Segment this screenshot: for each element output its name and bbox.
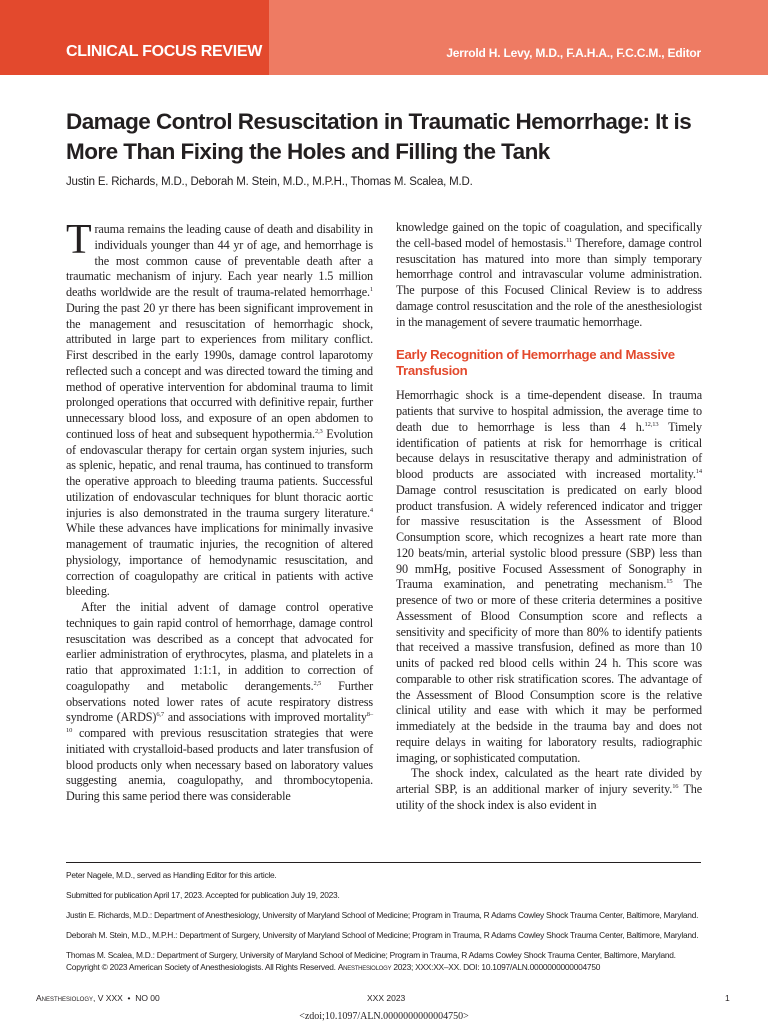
citation: 4 bbox=[369, 506, 373, 514]
affiliation-richards: Justin E. Richards, M.D.: Department of Anesthesiology, University of Maryland School of Medicine; Program in Trauma, R Adams Cowley Shock Trauma Center, Baltimore, Maryland. bbox=[66, 910, 699, 920]
citation: 15 bbox=[666, 578, 673, 586]
citation: 14 bbox=[695, 468, 702, 475]
section-label: CLINICAL FOCUS REVIEW bbox=[66, 43, 263, 60]
citation: 6,7 bbox=[156, 711, 165, 719]
article-authors: Justin E. Richards, M.D., Deborah M. Stein, M.D., M.P.H., Thomas M. Scalea, M.D. bbox=[66, 176, 473, 188]
section-tab bbox=[0, 0, 269, 75]
paragraph-purpose: knowledge gained on the topic of coagulation, and specifically the cell-based model of hemostasis.$^{11}$ Therefore, damage control resuscitation has matured into more than simply temporary hemorrhage control and intravascular volume administration. The purpose of this Focused Clinical Review is to address damage control resuscitation and the role of the anesthesiologist in the management of severe traumatic hemorrhage. bbox=[396, 220, 702, 329]
paragraph-intro: Trauma remains the leading cause of death and disability in individuals younger than 44 yr of age, and hemorrhage is the most common cause of preventable death after a traumatic mechanism of injury. Each year nearly 1.5 million deaths worldwide are the result of trauma-related hemorrhage.$^1$ During the past 20 yr there has been significant improvement in the management and resuscitation of hemorrhagic shock, attributed in large part to experiences from military conflict. First described in the early 1990s, damage control laparotomy reflected such a concept and was directed toward the timing and method of operative intervention for abdominal trauma to limit prolonged operations that occurred with definitive repair, further unnecessary blood loss, and exposure of an open abdomen to continued loss of heat and subsequent hypothermia.$^{2,3}$ Evolution of endovascular therapy for certain organ system injuries, such as splenic, hepatic, and renal trauma, has continued to transform the operative approach to bleeding trauma patients. Successful utilization of endovascular techniques for blunt thoracic aortic injuries is also demonstrated in the trauma surgery literature.$^4$ While these advances have implications for minimally invasive management of traumatic injuries, the recognition of altered physiology, importance of hemodynamic resuscitation, and correction of coagulopathy are critical in patients with active bleeding. bbox=[66, 217, 373, 599]
footer-journal: Anesthesiology, V XXX • NO 00 bbox=[36, 993, 160, 1003]
header-banner bbox=[0, 0, 768, 75]
article-title: Damage Control Resuscitation in Traumatic Hemorrhage: It is More Than Fixing the Holes and Filling the Tank bbox=[66, 109, 692, 164]
body-column-right bbox=[396, 220, 702, 814]
citation: 2,3 bbox=[314, 427, 323, 435]
paragraph-shock-index: The shock index, calculated as the heart rate divided by arterial SBP, is an additional marker of injury severity.$^{16}$ The utility of the shock index is also evident in bbox=[396, 766, 703, 812]
paragraph-history: After the initial advent of damage control operative techniques to gain rapid control of hemorrhage, damage control resuscitation was described as a concept that advocated for earlier administration of erythrocytes, plasma, and platelets in a ratio that approximated 1:1:1, in addition to correction of coagulopathy and metabolic derangements.$^{2,5}$ Further observations noted lower rates of acute respiratory distress syndrome (ARDS)$^{6,7}$ and associations with improved mortality$^{8-10}$ compared with previous resuscitation strategies that were initiated with crystalloid-based products and later transfusion of blood products only when necessary based on laboratory values suggesting anemia, coagulopathy, and thrombocytopenia. During this same period there was considerable bbox=[66, 600, 373, 803]
section-heading: Early Recognition of Hemorrhage and Massive Transfusion bbox=[396, 347, 675, 379]
citation: 11 bbox=[566, 236, 573, 244]
body-column-left bbox=[66, 217, 373, 805]
affiliation-stein: Deborah M. Stein, M.D., M.P.H.: Department of Surgery, University of Maryland School of Medicine; Program in Trauma, R Adams Cowley Shock Trauma Center, Baltimore, Maryland. bbox=[66, 930, 699, 940]
citation: 12,13 bbox=[644, 420, 659, 428]
footnote-divider bbox=[66, 862, 701, 863]
editor-credit: Jerrold H. Levy, M.D., F.A.H.A., F.C.C.M., Editor bbox=[446, 46, 701, 60]
citation: 16 bbox=[672, 783, 679, 790]
page-number: 1 bbox=[725, 993, 730, 1003]
footer-date: XXX 2023 bbox=[367, 993, 406, 1003]
affiliation-scalea: Thomas M. Scalea, M.D.: Department of Surgery, University of Maryland School of Medicine; Program in Trauma, R Adams Cowley Shock Trauma Center, Baltimore, Maryland. bbox=[66, 950, 676, 960]
paragraph-recognition: Hemorrhagic shock is a time-dependent disease. In trauma patients that survive to hospital admission, the average time to death due to hemorrhage is less than 4 h.$^{12,13}$ Timely identification of patients at risk for hemorrhage is critical because delays in resuscitative therapy and administration of blood products are associated with increased mortality.$^{14}$ Damage control resuscitation is predicated on early blood product transfusion. A widely referenced indicator and trigger for massive resuscitation is the Assessment of Blood Consumption score, which recognizes a heart rate more than 120 beats/min, arterial systolic blood pressure (SBP) less than 90 mmHg, positive Focused Assessment of Sonography in Trauma examination, and penetrating mechanism.$^{15}$ The presence of two or more of these criteria determines a positive Assessment of Blood Consumption score and reflects a sensitivity and specificity of more than 80% to identify patients that received a massive transfusion, defined as more than 10 units of packed red blood cells within 24 h. This score was comparable to other risk stratification scores. The advantage of the Assessment of Blood Consumption score is the relative clinical utility and ease with which it may be performed immediately at the bedside in the trauma bay and does not require delays in waiting for laboratory results, radiographic imaging, or sophisticated computation. bbox=[396, 388, 702, 765]
citation: 8–10 bbox=[66, 711, 373, 734]
handling-editor-note: Peter Nagele, M.D., served as Handling Editor for this article. bbox=[66, 870, 277, 880]
footnotes bbox=[66, 869, 706, 973]
copyright-note: Copyright © 2023 American Society of Anesthesiologists. All Rights Reserved. Anesthesiology 2023; XXX:XX–XX. DOI: 10.1097/ALN.0000000000004750 bbox=[66, 962, 601, 972]
drop-cap: T bbox=[66, 217, 92, 263]
citation: 2,5 bbox=[313, 679, 322, 687]
doi-tag: <zdoi;10.1097/ALN.0000000000004750> bbox=[299, 1011, 469, 1022]
submission-note: Submitted for publication April 17, 2023. Accepted for publication July 19, 2023. bbox=[66, 890, 340, 900]
citation: 1 bbox=[369, 286, 373, 293]
